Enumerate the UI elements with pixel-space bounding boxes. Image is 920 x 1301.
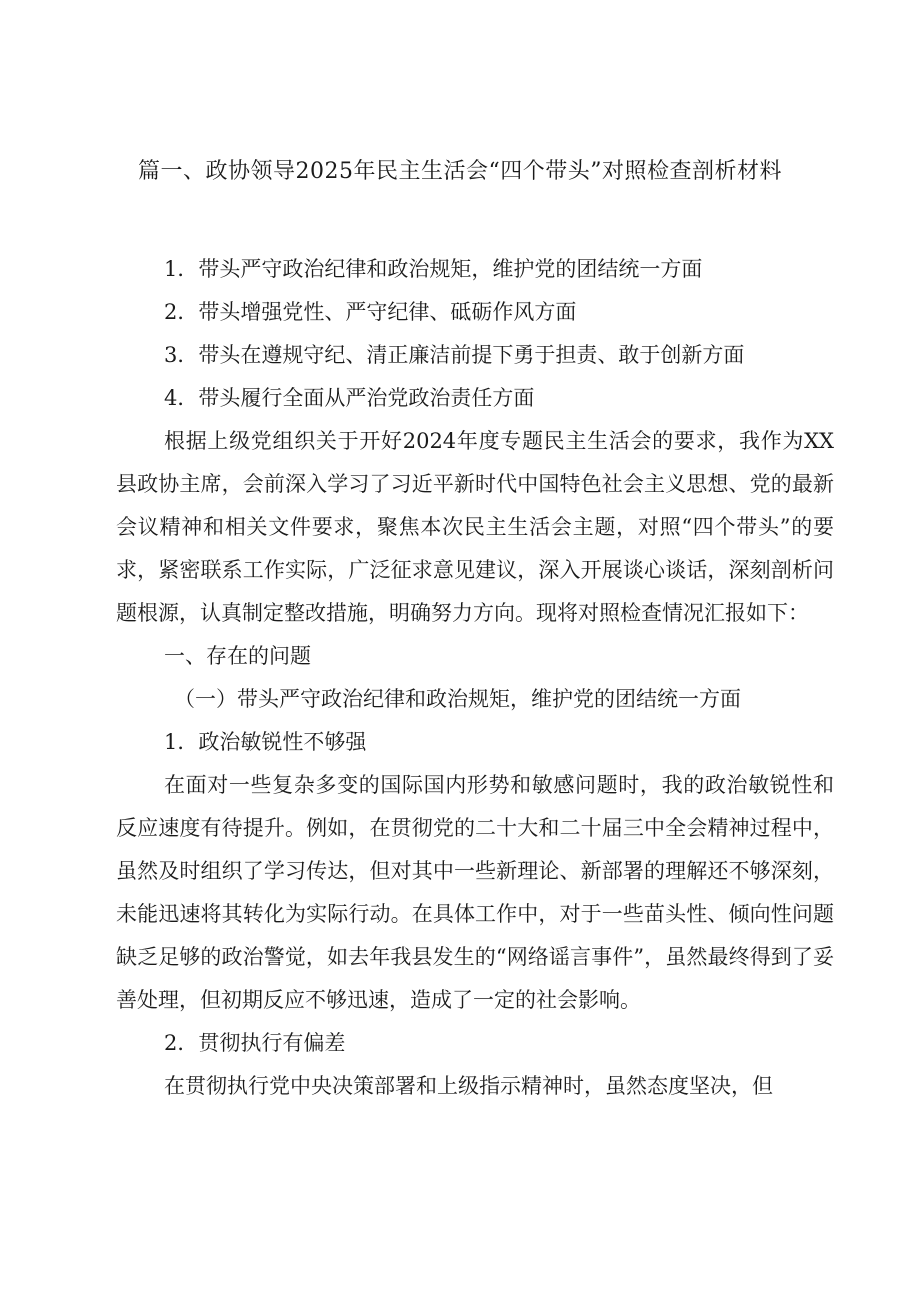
item-heading-political-sensitivity: 1．政治敏锐性不够强 bbox=[164, 730, 367, 754]
intro-paragraph: 根据上级党组织关于开好2024年度专题民主生活会的要求，我作为XX县政协主席，会前深入学习了习近平新时代中国特色社会主义思想、党的最新会议精神和相关文件要求，聚焦本次民主生活会主题，对照“四个带头”的要求，紧密联系工作实际，广泛征求意见建议，深入开展谈心谈话，深刻剖析问题根源，认真制定整改措施，明确努力方向。现将对照检查情况汇报如下： bbox=[116, 429, 834, 625]
outline-item-2: 2．带头增强党性、严守纪律、砥砺作风方面 bbox=[164, 300, 577, 324]
document-body bbox=[116, 248, 834, 1108]
subsection-heading-political-discipline: （一）带头严守政治纪律和政治规矩，维护党的团结统一方面 bbox=[174, 687, 741, 711]
item-heading-implementation-deviation: 2．贯彻执行有偏差 bbox=[164, 1031, 346, 1055]
section-heading-problems: 一、存在的问题 bbox=[164, 644, 311, 668]
item-paragraph-political-sensitivity: 在面对一些复杂多变的国际国内形势和敏感问题时，我的政治敏锐性和反应速度有待提升。例如，在贯彻党的二十大和二十届三中全会精神过程中，虽然及时组织了学习传达，但对其中一些新理论、新部署的理解还不够深刻，未能迅速将其转化为实际行动。在具体工作中，对于一些苗头性、倾向性问题缺乏足够的政治警觉，如去年我县发生的“网络谣言事件”，虽然最终得到了妥善处理，但初期反应不够迅速，造成了一定的社会影响。 bbox=[116, 773, 834, 1012]
outline-item-3: 3．带头在遵规守纪、清正廉洁前提下勇于担责、敢于创新方面 bbox=[164, 343, 745, 367]
document-title: 篇一、政协领导2025年民主生活会“四个带头”对照检查剖析材料 bbox=[138, 159, 782, 184]
outline-item-4: 4．带头履行全面从严治党政治责任方面 bbox=[164, 386, 535, 410]
outline-item-1: 1．带头严守政治纪律和政治规矩，维护党的团结统一方面 bbox=[164, 257, 703, 281]
item-paragraph-implementation-deviation: 在贯彻执行党中央决策部署和上级指示精神时，虽然态度坚决，但 bbox=[164, 1074, 773, 1098]
